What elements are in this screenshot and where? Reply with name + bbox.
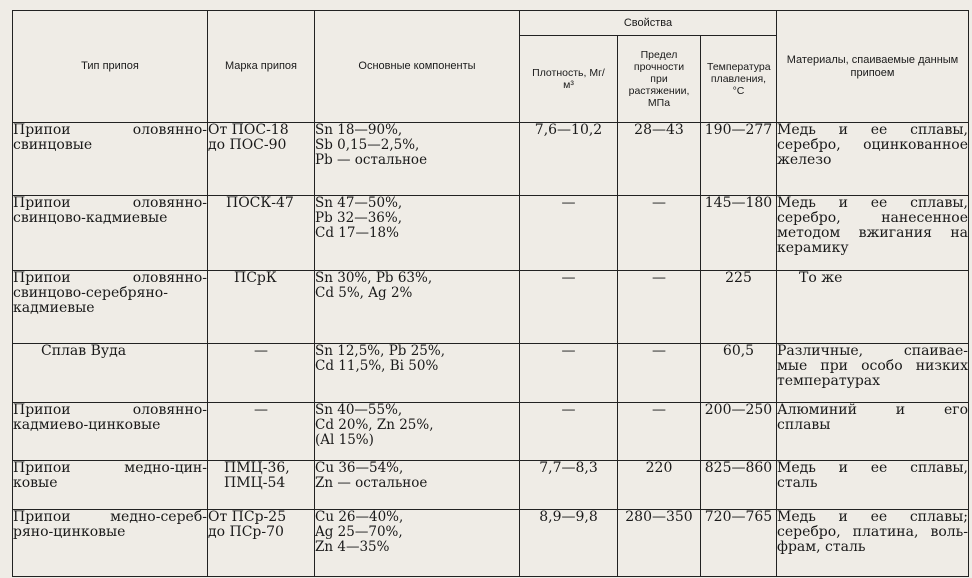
cell-grade: ПМЦ-36, ПМЦ-54 (208, 461, 315, 510)
header-strength: Предел прочности при растяжении, МПа (618, 36, 701, 123)
cell-materials: Различные, спаивае- мые при особо низких температурах (777, 344, 969, 403)
cell-strength: — (618, 344, 701, 403)
cell-melting: 145—180 (701, 196, 777, 271)
cell-melting: 825—860 (701, 461, 777, 510)
table-row (13, 271, 969, 344)
cell-components: Sn 12,5%, Pb 25%, Cd 11,5%, Bi 50% (315, 344, 520, 403)
cell-components: Sn 40—55%, Cd 20%, Zn 25%, (Al 15%) (315, 403, 520, 461)
cell-grade: ПСрК (208, 271, 315, 344)
cell-strength: 280—350 (618, 510, 701, 577)
cell-density: 7,6—10,2 (520, 123, 618, 196)
cell-grade: ПОСК-47 (208, 196, 315, 271)
cell-materials: То же (777, 271, 969, 344)
cell-components: Sn 30%, Pb 63%, Cd 5%, Ag 2% (315, 271, 520, 344)
cell-melting: 720—765 (701, 510, 777, 577)
cell-grade: — (208, 403, 315, 461)
cell-solder-type: Припои медно-сереб- ряно-цинковые (13, 510, 208, 577)
cell-materials: Медь и ее сплавы, серебро, нанесенное методом вжигания на керамику (777, 196, 969, 271)
cell-solder-type: Припои медно-цин- ковые (13, 461, 208, 510)
cell-materials: Медь и ее сплавы, серебро, оцинкованное железо (777, 123, 969, 196)
cell-components: Sn 18—90%, Sb 0,15—2,5%, Pb — остальное (315, 123, 520, 196)
cell-strength: 220 (618, 461, 701, 510)
header-materials: Материалы, спаиваемые данным припоем (777, 11, 969, 123)
table-row (13, 344, 969, 403)
cell-strength: — (618, 271, 701, 344)
cell-solder-type: Припои оловянно- кадмиево-цинковые (13, 403, 208, 461)
cell-components: Cu 26—40%, Ag 25—70%, Zn 4—35% (315, 510, 520, 577)
table-row (13, 196, 969, 271)
cell-melting: 200—250 (701, 403, 777, 461)
cell-density: 7,7—8,3 (520, 461, 618, 510)
table-row (13, 461, 969, 510)
table-row (13, 510, 969, 577)
header-density: Плотность, Мг/м³ (520, 36, 618, 123)
cell-density: — (520, 403, 618, 461)
cell-density: — (520, 344, 618, 403)
cell-materials: Медь и ее сплавы, сталь (777, 461, 969, 510)
table-row (13, 123, 969, 196)
cell-density: 8,9—9,8 (520, 510, 618, 577)
cell-strength: 28—43 (618, 123, 701, 196)
table-row (13, 403, 969, 461)
cell-materials: Алюминий и его сплавы (777, 403, 969, 461)
cell-components: Sn 47—50%, Pb 32—36%, Cd 17—18% (315, 196, 520, 271)
cell-solder-type: Сплав Вуда (13, 344, 208, 403)
header-components: Основные компоненты (315, 11, 520, 123)
cell-materials: Медь и ее сплавы; серебро, платина, воль- фрам, сталь (777, 510, 969, 577)
cell-strength: — (618, 196, 701, 271)
header-properties: Свойства (520, 11, 777, 36)
cell-melting: 225 (701, 271, 777, 344)
header-type: Тип припоя (13, 11, 208, 123)
cell-strength: — (618, 403, 701, 461)
cell-solder-type: Припои оловянно- свинцово-серебряно- кадмиевые (13, 271, 208, 344)
cell-solder-type: Припои оловянно- свинцовые (13, 123, 208, 196)
cell-density: — (520, 196, 618, 271)
cell-melting: 190—277 (701, 123, 777, 196)
header-grade: Марка припоя (208, 11, 315, 123)
header-melting: Температура плавления, °С (701, 36, 777, 123)
cell-grade: От ПОС-18 до ПОС-90 (208, 123, 315, 196)
cell-melting: 60,5 (701, 344, 777, 403)
cell-grade: От ПСр-25 до ПСр-70 (208, 510, 315, 577)
cell-grade: — (208, 344, 315, 403)
cell-density: — (520, 271, 618, 344)
solders-table (12, 10, 969, 577)
cell-solder-type: Припои оловянно- свинцово-кадмиевые (13, 196, 208, 271)
cell-components: Cu 36—54%, Zn — остальное (315, 461, 520, 510)
